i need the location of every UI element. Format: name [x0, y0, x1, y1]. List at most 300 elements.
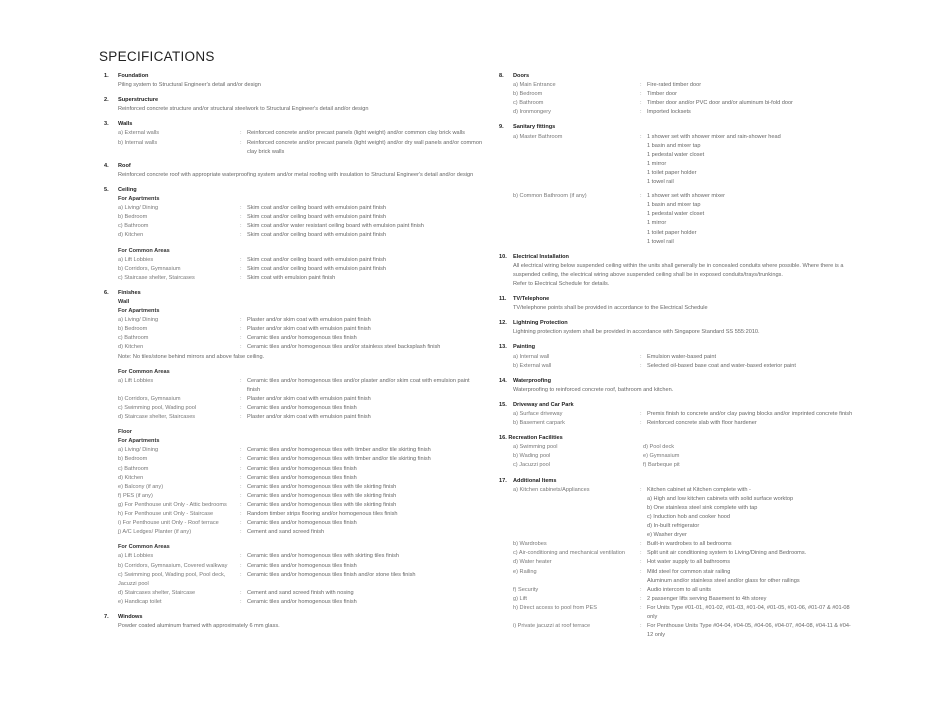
row-value: Ceramic tiles and/or homogenous tiles finish: [247, 474, 357, 481]
row-label: d) Kitchen: [118, 344, 144, 351]
row-value: Reinforced concrete and/or precast panels (light weight) and/or dry wall panels and/or common clay brick walls: [247, 139, 483, 155]
row-value: Skim coat and/or ceiling board with emulsion paint finish: [247, 205, 386, 212]
spec-row: [118, 256, 484, 265]
spec-row: [118, 483, 484, 492]
colon: :: [640, 586, 642, 593]
spec-row: [513, 486, 854, 495]
row-value: Audio intercom to all units: [647, 586, 712, 593]
spec-row: [513, 586, 854, 595]
spec-row: [513, 410, 854, 419]
row-value: Kitchen cabinet at Kitchen complete with -: [647, 486, 751, 493]
colon: :: [240, 214, 242, 221]
fixture-item: 1 towel rail: [647, 238, 674, 245]
row-value: For Units Type #01-01, #01-02, #01-03, #01-04, #01-05, #01-06, #01-07 & #01-08 only: [647, 604, 850, 620]
colon: [640, 151, 647, 160]
colon: [640, 160, 647, 169]
colon: :: [240, 326, 242, 333]
kitchen-item: b) One stainless steel sink complete with tap: [647, 504, 758, 511]
section-heading: Walls: [118, 121, 133, 128]
row-label: b) Bedroom: [513, 91, 543, 98]
spec-row: [118, 571, 484, 589]
section-heading: Driveway and Car Park: [513, 401, 574, 408]
fixture-item: 1 toilet paper holder: [647, 169, 697, 176]
colon: :: [240, 520, 242, 527]
row-label: [513, 201, 640, 210]
section-roof: [104, 162, 484, 180]
row-value: Skim coat with emulsion paint finish: [247, 274, 336, 281]
row-value: Ceramic tiles and/or homogenous tiles and/or stainless steel backsplash finish: [247, 344, 441, 351]
facility-item: b) Wading pool: [513, 453, 551, 460]
row-label: a) Main Entrance: [513, 82, 556, 89]
row-label: b) Internal walls: [118, 139, 158, 146]
colon: :: [640, 109, 642, 116]
row-label: h) For Penthouse unit Only - Staircase: [118, 511, 214, 518]
section-text: Waterproofing to reinforced concrete roof, bathroom and kitchen.: [513, 386, 674, 393]
row-value: Skim coat and/or ceiling board with emulsion paint finish: [247, 265, 386, 272]
colon: :: [240, 405, 242, 411]
section-number: 4.: [104, 162, 109, 169]
row-value: Skim coat and/or ceiling board with emulsion paint finish: [247, 214, 386, 221]
colon: [640, 169, 647, 178]
fixture-item: 1 shower set with shower mixer: [647, 193, 726, 200]
fixture-item: 1 pedestal water closet: [647, 151, 705, 158]
row-value: Plaster and/or skim coat with emulsion paint finish: [247, 317, 371, 324]
kitchen-item: d) In-built refrigerator: [647, 523, 700, 530]
row-label: e) Balcony (if any): [118, 483, 164, 490]
facility-item: c) Jacuzzi pool: [513, 462, 550, 469]
subheading: For Apartments: [118, 196, 160, 203]
row-label: d) Kitchen: [118, 474, 144, 481]
section-number: 9.: [499, 124, 504, 131]
row-value: Reinforced concrete and/or precast panels (light weight) and/or common clay brick walls: [247, 130, 465, 137]
spec-row: [118, 377, 484, 395]
fixture-item: 1 basin and mixer tap: [647, 202, 701, 209]
facility-item: f) Barbeque pit: [643, 462, 680, 469]
section-number: 12.: [499, 320, 507, 327]
spec-row: [118, 274, 484, 283]
spec-rows: [118, 446, 484, 537]
colon: :: [240, 456, 242, 463]
fixture-item: 1 pedestal water closet: [647, 211, 705, 218]
row-value: Reinforced concrete slab with floor hardener: [647, 420, 757, 427]
spec-row: [513, 568, 854, 577]
spec-row: [118, 474, 484, 483]
row-label: a) Lift Lobbies: [118, 377, 154, 384]
spec-row: [513, 595, 854, 604]
spec-row: [118, 129, 484, 138]
colon: :: [240, 265, 242, 272]
facility-row: [513, 461, 854, 470]
spec-row: [513, 419, 854, 428]
section-number: 13.: [499, 344, 507, 351]
row-label: a) Lift Lobbies: [118, 256, 154, 263]
subheading: For Common Areas: [118, 544, 170, 551]
spec-row: [513, 558, 854, 567]
section-electrical: [499, 253, 854, 289]
row-value: Ceramic tiles and/or homogenous tiles finish: [247, 598, 357, 605]
spec-row: [118, 265, 484, 274]
row-value: Fire-rated timber door: [647, 82, 702, 89]
section-painting: [499, 343, 854, 370]
facility-item: e) Gymnasium: [643, 453, 680, 460]
row-label: d) Staircase shelter, Staircases: [118, 414, 196, 421]
spec-row: [513, 604, 854, 622]
colon: :: [640, 420, 642, 427]
row-value: Ceramic tiles and/or homogenous tiles with skirting tiles finish: [247, 553, 400, 560]
row-label: [513, 238, 640, 247]
spec-rows: [513, 410, 854, 428]
row-label: j) A/C Ledges/ Planter (if any): [118, 529, 192, 536]
row-value: Imported locksets: [647, 109, 691, 116]
spec-row: [513, 549, 854, 558]
colon: :: [640, 595, 642, 602]
row-label: [513, 178, 640, 187]
colon: [640, 229, 647, 238]
spec-row: [118, 528, 484, 537]
spec-rows: [118, 256, 484, 283]
spec-rows: [118, 129, 484, 156]
colon: :: [640, 82, 642, 89]
section-number: 15.: [499, 401, 507, 408]
colon: :: [640, 353, 642, 360]
section-text: Reinforced concrete structure and/or structural steelwork to Structural Engineer's detail and/or design: [118, 106, 369, 113]
section-finishes: [104, 289, 484, 607]
spec-row: [513, 219, 854, 228]
row-value: For Penthouse Units Type #04-04, #04-05, #04-06, #04-07, #04-08, #04-11 & #04-12 only: [647, 623, 851, 639]
row-value: Skim coat and/or water resistant ceiling board with emulsion paint finish: [247, 223, 424, 230]
row-value: Timber door and/or PVC door and/or aluminum bi-fold door: [647, 100, 793, 107]
section-number: 16.: [499, 435, 507, 442]
row-label: d) Ironmongery: [513, 109, 551, 116]
colon: :: [640, 623, 642, 630]
fixture-item: 1 mirror: [647, 160, 667, 167]
colon: :: [640, 604, 642, 611]
kitchen-items: [513, 495, 854, 540]
section-doors: [499, 72, 854, 117]
section-text: Piling system to Structural Engineer's detail and/or design: [118, 82, 261, 89]
row-value: Ceramic tiles and/or homogenous tiles and/or plaster and/or skim coat with emulsion paint finish: [247, 377, 470, 393]
row-label: [513, 151, 640, 160]
section-heading: Doors: [513, 73, 530, 79]
colon: :: [240, 571, 242, 578]
section-number: 7.: [104, 613, 109, 620]
colon: :: [240, 139, 242, 146]
spec-rows: [118, 377, 484, 422]
section-text: TV/telephone points shall be provided in accordance to the Electrical Schedule: [513, 305, 708, 312]
row-label: d) Staircases shelter, Staircase: [118, 589, 196, 596]
row-value: Hot water supply to all bathrooms: [647, 559, 731, 566]
colon: :: [240, 130, 242, 137]
row-value: Ceramic tiles and/or homogenous tiles with timber and/or tile skirting finish: [247, 456, 431, 463]
section-text: Reinforced concrete roof with appropriate waterproofing system and/or metal roofing with insulation to Structural Engineer's detail and/or design: [118, 171, 474, 178]
row-value: Ceramic tiles and/or homogenous tiles with tile skirting finish: [247, 483, 397, 490]
row-value: Split unit air conditioning system to Living/Dining and Bedrooms.: [647, 550, 807, 557]
row-value: Selected oil-based base coat and water-based exterior paint: [647, 362, 796, 369]
row-label: a) Living/ Dining: [118, 317, 159, 324]
row-value: Plaster and/or skim coat with emulsion paint finish: [247, 395, 371, 402]
row-value: Ceramic tiles and/or homogenous tiles with tile skirting finish: [247, 501, 397, 508]
section-number: 2.: [104, 97, 109, 104]
colon: [640, 142, 647, 151]
row-value: Ceramic tiles and/or homogenous tiles finish: [247, 520, 357, 527]
section-heading: Finishes: [118, 289, 141, 296]
colon: :: [240, 395, 242, 402]
spec-rows: [118, 552, 484, 607]
spec-row: [118, 404, 484, 413]
row-value: Built-in wardrobes to all bedrooms: [647, 541, 732, 548]
section-windows: [104, 613, 484, 631]
colon: :: [240, 474, 242, 481]
colon: :: [640, 568, 642, 575]
section-heading: Additional Items: [513, 477, 557, 484]
colon: :: [240, 589, 242, 596]
row-label: c) Bathroom: [118, 335, 149, 342]
colon: :: [240, 562, 242, 569]
spec-row: [513, 353, 854, 362]
spec-row: [118, 204, 484, 213]
row-label: d) Kitchen: [118, 232, 144, 239]
spec-row: [118, 231, 484, 240]
spec-row: [118, 222, 484, 231]
fixture-item: 1 towel rail: [647, 179, 674, 186]
note: Note: No tiles/stone behind mirrors and above false ceiling.: [118, 353, 265, 360]
row-label: b) External wall: [513, 362, 552, 369]
row-value: Ceramic tiles and/or homogenous tiles finish: [247, 465, 357, 472]
section-superstructure: [104, 96, 484, 114]
row-label: e) Railing: [513, 568, 537, 575]
row-value: Ceramic tiles and/or homogenous tiles finish and/or stone tiles finish: [247, 571, 416, 578]
row-label: f) Security: [513, 586, 539, 593]
row-value: Plaster and/or skim coat with emulsion paint finish: [247, 326, 371, 333]
row-value: Skim coat and/or ceiling board with emulsion paint finish: [247, 256, 386, 263]
left-column: [104, 72, 484, 631]
facility-item: a) Swimming pool: [513, 444, 558, 451]
spec-row: [513, 192, 854, 201]
section-heading: [499, 434, 854, 443]
section-ceiling: [104, 186, 484, 283]
row-label: a) Surface driveway: [513, 411, 563, 417]
colon: :: [640, 100, 642, 107]
spec-rows: [513, 586, 854, 641]
spec-row: [118, 316, 484, 325]
colon: :: [240, 447, 242, 454]
colon: :: [640, 91, 642, 98]
subheading: Floor: [118, 429, 132, 436]
colon: :: [240, 377, 242, 384]
section-waterproofing: [499, 377, 854, 395]
fixture-item: 1 mirror: [647, 220, 667, 227]
section-heading: Roof: [118, 162, 131, 169]
section-number: 5.: [104, 186, 109, 193]
spec-row: [118, 334, 484, 343]
row-label: i) Private jacuzzi at roof terrace: [513, 623, 591, 630]
kitchen-item: e) Washer dryer: [647, 532, 687, 539]
kitchen-item: a) High and low kitchen cabinets with solid surface worktop: [647, 495, 794, 502]
spec-row: [513, 210, 854, 219]
spec-row: [513, 99, 854, 108]
spec-row: [513, 160, 854, 169]
row-label: a) External walls: [118, 130, 160, 137]
row-label: f) PES (if any): [118, 492, 153, 499]
spec-row: [118, 589, 484, 598]
section-heading: TV/Telephone: [513, 296, 550, 303]
row-value: Random timber strips flooring and/or homogenous tiles finish: [247, 511, 398, 518]
colon: :: [240, 553, 242, 560]
colon: [640, 178, 647, 187]
section-heading: Foundation: [118, 73, 149, 79]
row-value: Ceramic tiles and/or homogenous tiles finish: [247, 562, 357, 569]
row-label: a) Kitchen cabinets/Appliances: [513, 486, 590, 493]
colon: [640, 219, 647, 228]
section-recreation: [499, 434, 854, 470]
section-text: Lightning protection system shall be provided in accordance with Singapore Standard SS 555:2010.: [513, 329, 760, 336]
row-value: Plaster and/or skim coat with emulsion paint finish: [247, 414, 371, 421]
spec-row: [118, 501, 484, 510]
section-heading: Superstructure: [118, 97, 159, 104]
colon: [640, 238, 647, 247]
page-title: SPECIFICATIONS: [99, 49, 215, 64]
row-label: g) For Penthouse unit Only - Attic bedrooms: [118, 501, 227, 508]
spec-rows: [513, 81, 854, 117]
subheading: Wall: [118, 298, 130, 305]
fixture-item: 1 shower set with shower mixer and rain-shower head: [647, 133, 781, 140]
spec-row: [513, 362, 854, 371]
row-label: i) For Penthouse unit Only - Roof terrace: [118, 520, 219, 527]
row-value: Ceramic tiles and/or homogenous tiles finish: [247, 335, 357, 342]
colon: [640, 201, 647, 210]
spec-row: [118, 446, 484, 455]
colon: :: [640, 411, 642, 417]
spec-row: [513, 622, 854, 640]
row-value: Ceramic tiles and/or homogenous tiles with timber and/or tile skirting finish: [247, 447, 431, 454]
spec-row: [513, 540, 854, 549]
row-label: b) Corridors, Gymnasium: [118, 395, 181, 402]
spec-row: [513, 151, 854, 160]
colon: :: [240, 465, 242, 472]
colon: [640, 210, 647, 219]
section-heading: Waterproofing: [513, 377, 552, 384]
section-number: 1.: [104, 73, 109, 79]
colon: :: [240, 232, 242, 239]
spec-rows: [118, 316, 484, 352]
section-number: 10.: [499, 253, 507, 260]
row-value: Ceramic tiles and/or homogenous tiles finish: [247, 405, 357, 411]
row-label: b) Bedroom: [118, 214, 148, 221]
row-label: [513, 210, 640, 219]
spec-row: [118, 598, 484, 607]
row-value: Premix finish to concrete and/or clay paving blocks and/or imprinted concrete finish: [647, 411, 853, 417]
facility-item: d) Pool deck: [643, 444, 675, 451]
section-driveway: [499, 401, 854, 428]
subheading: For Apartments: [118, 438, 160, 445]
section-heading: Electrical Installation: [513, 253, 569, 260]
section-lightning-protection: [499, 319, 854, 337]
fixture-list: [513, 133, 854, 188]
colon: :: [640, 133, 642, 140]
colon: :: [240, 598, 242, 605]
row-label: c) Staircase shelter, Staircases: [118, 274, 195, 281]
row-label: c) Bathroom: [118, 223, 149, 230]
spec-rows: [118, 204, 484, 240]
spec-row: [513, 81, 854, 90]
row-label: a) Master Bathroom: [513, 133, 563, 140]
colon: :: [240, 344, 242, 351]
section-number: 3.: [104, 121, 109, 128]
section-number: 14.: [499, 377, 507, 384]
spec-row: [118, 562, 484, 571]
spec-row: [118, 519, 484, 528]
right-column: [499, 72, 854, 640]
kitchen-item: c) Induction hob and cooker hood: [647, 513, 731, 520]
spec-row: [118, 395, 484, 404]
section-heading: Painting: [513, 344, 536, 351]
spec-row: [118, 139, 484, 157]
colon: :: [240, 529, 242, 536]
row-label: b) Bedroom: [118, 456, 148, 463]
section-title: Recreation Facilities: [508, 435, 563, 442]
row-label: a) Internal wall: [513, 353, 550, 360]
spec-rows: [513, 540, 854, 576]
colon: :: [240, 274, 242, 281]
row-label: b) Common Bathroom (if any): [513, 193, 587, 200]
section-heading: Windows: [118, 613, 143, 620]
section-number: 6.: [104, 289, 109, 296]
spec-row: [513, 238, 854, 247]
spec-row: [513, 133, 854, 142]
colon: :: [240, 335, 242, 342]
section-tv-telephone: [499, 295, 854, 313]
row-label: g) Lift: [513, 595, 527, 602]
spec-row: [118, 413, 484, 422]
section-foundation: [104, 72, 484, 90]
colon: :: [640, 486, 642, 493]
row-continuation: Aluminum and/or stainless steel and/or glass for other railings: [647, 577, 800, 584]
row-label: c) Air-conditioning and mechanical ventilation: [513, 550, 625, 557]
section-heading: Sanitary fittings: [513, 124, 556, 131]
subheading: For Common Areas: [118, 247, 170, 254]
spec-row: [513, 201, 854, 210]
row-label: d) Water heater: [513, 559, 552, 566]
section-number: 17.: [499, 477, 507, 484]
row-label: [513, 142, 640, 151]
colon: :: [240, 414, 242, 421]
colon: :: [640, 550, 642, 557]
spec-row: [513, 229, 854, 238]
spec-row: [513, 169, 854, 178]
spec-row: [118, 492, 484, 501]
row-value: Emulsion water-based paint: [647, 353, 717, 360]
spec-row: [513, 178, 854, 187]
colon: :: [240, 483, 242, 490]
spec-row: [118, 510, 484, 519]
subheading: For Common Areas: [118, 368, 170, 375]
row-value: Mild steel for common stair railing: [647, 568, 731, 575]
row-label: b) Corridors, Gymnasium: [118, 265, 181, 272]
section-walls: [104, 120, 484, 156]
row-value: Ceramic tiles and/or homogenous tiles with tile skirting finish: [247, 492, 397, 499]
row-label: [513, 219, 640, 228]
row-label: b) Basement carpark: [513, 420, 565, 427]
colon: :: [640, 362, 642, 369]
spec-row: [118, 455, 484, 464]
colon: :: [240, 205, 242, 212]
row-value: Timber door: [647, 91, 677, 98]
colon: :: [240, 492, 242, 499]
spec-row: [118, 213, 484, 222]
colon: :: [240, 256, 242, 263]
section-text: Powder coated aluminum framed with approximately 6 mm glass.: [118, 623, 280, 630]
section-additional-items: [499, 477, 854, 641]
